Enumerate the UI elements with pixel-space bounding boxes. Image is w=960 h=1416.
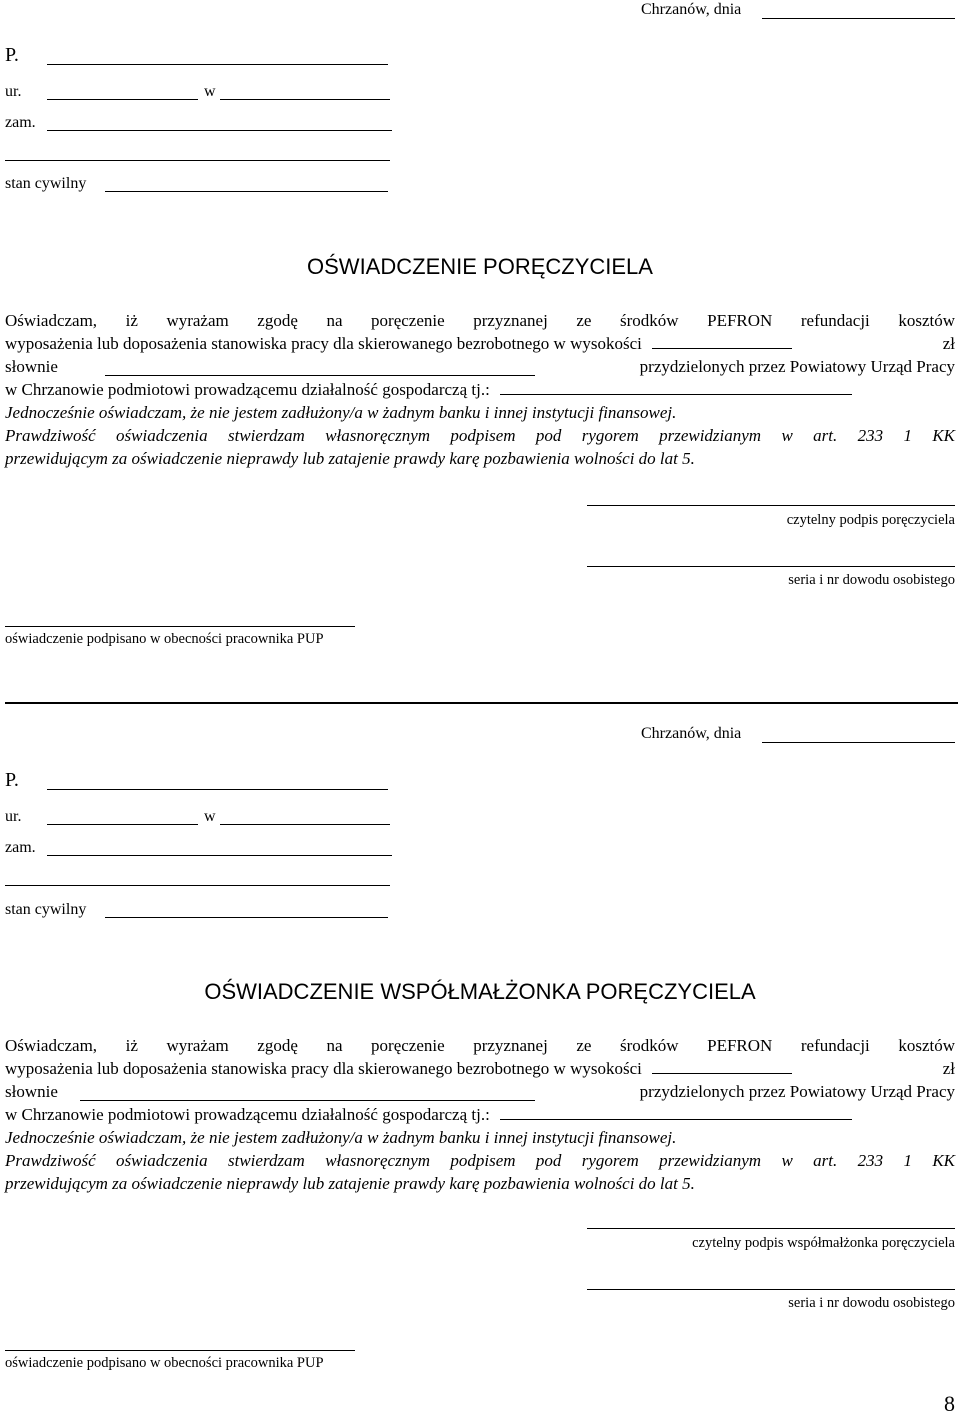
form2-line4-text: w Chrzanowie podmiotowi prowadzącemu działalność gospodarczą tj.: (5, 1105, 490, 1124)
born-label-2: ur. (5, 808, 22, 825)
born-place-line-2[interactable] (220, 824, 390, 825)
signature-label: czytelny podpis poręczyciela (786, 512, 955, 528)
form2-line2 (5, 1057, 955, 1080)
form1-line5: Jednocześnie oświadczam, że nie jestem zadłużony/a w żadnym banku i innej instytucji finansowej. (5, 403, 677, 422)
address-line-2a[interactable] (47, 855, 392, 856)
form2-line3 (5, 1080, 955, 1103)
address-line-2b[interactable] (5, 885, 390, 886)
form1-line2 (5, 332, 955, 355)
currency-label-2: zł (942, 1059, 955, 1078)
id-line[interactable] (587, 566, 955, 567)
civil-status-label-2: stan cywilny (5, 901, 87, 918)
id-label-2: seria i nr dowodu osobistego (788, 1295, 955, 1311)
born-date-line-2[interactable] (47, 824, 198, 825)
signature-line[interactable] (587, 505, 955, 506)
currency-label: zł (942, 334, 955, 353)
form1-line3 (5, 355, 955, 378)
witness-line[interactable] (5, 626, 355, 627)
form1-line3-text: przydzielonych przez Powiatowy Urząd Pracy (639, 357, 955, 376)
form1-line6: Prawdziwość oświadczenia stwierdzam własnoręcznym podpisem pod rygorem przewidzianym w art. 233 1 KK (5, 426, 955, 445)
amount-field[interactable] (652, 334, 792, 349)
civil-status-line[interactable] (105, 191, 388, 192)
amount-words-field-2[interactable] (80, 1086, 535, 1101)
business-field-2[interactable] (500, 1105, 852, 1120)
place-date-label: Chrzanów, dnia (641, 1, 742, 18)
form2-body (5, 1034, 955, 1195)
place-date-label-2: Chrzanów, dnia (641, 725, 742, 742)
business-field[interactable] (500, 380, 852, 395)
address-label-2: zam. (5, 839, 36, 856)
section-divider (5, 702, 958, 704)
born-label: ur. (5, 83, 22, 100)
name-line[interactable] (47, 64, 388, 65)
in-words-label: słownie (5, 357, 58, 376)
address-label: zam. (5, 114, 36, 131)
form1-title: OŚWIADCZENIE PORĘCZYCIELA (307, 254, 653, 279)
born-in-label-2: w (204, 808, 216, 825)
witness-label-2: oświadczenie podpisano w obecności pracownika PUP (5, 1355, 324, 1371)
civil-status-label: stan cywilny (5, 175, 87, 192)
civil-status-line-2[interactable] (105, 917, 388, 918)
form2-line7: przewidującym za oświadczenie nieprawdy lub zatajenie prawdy karę pozbawienia wolności do lat 5. (5, 1174, 695, 1193)
form1-body (5, 309, 955, 470)
p-label-2: P. (5, 769, 19, 791)
id-label: seria i nr dowodu osobistego (788, 572, 955, 588)
form1-line7: przewidującym za oświadczenie nieprawdy lub zatajenie prawdy karę pozbawienia wolności do lat 5. (5, 449, 695, 468)
signature-label-2: czytelny podpis współmałżonka poręczyciela (692, 1235, 955, 1251)
form2-line2-text: wyposażenia lub doposażenia stanowiska pracy dla skierowanego bezrobotnego w wysokości (5, 1059, 642, 1078)
form2-title: OŚWIADCZENIE WSPÓŁMAŁŻONKA PORĘCZYCIELA (204, 979, 756, 1004)
form2-line6: Prawdziwość oświadczenia stwierdzam własnoręcznym podpisem pod rygorem przewidzianym w art. 233 1 KK (5, 1151, 955, 1170)
amount-field-2[interactable] (652, 1059, 792, 1074)
p-label: P. (5, 44, 19, 66)
address-line-2[interactable] (5, 160, 390, 161)
amount-words-field[interactable] (105, 361, 535, 376)
form2-line1: Oświadczam, iż wyrażam zgodę na poręczenie przyznanej ze środków PEFRON refundacji kosztów (5, 1036, 955, 1055)
date-line-2[interactable] (762, 742, 955, 743)
form1-line2-text: wyposażenia lub doposażenia stanowiska pracy dla skierowanego bezrobotnego w wysokości (5, 334, 642, 353)
form2-line4 (5, 1103, 955, 1126)
form2-line5: Jednocześnie oświadczam, że nie jestem zadłużony/a w żadnym banku i innej instytucji finansowej. (5, 1128, 677, 1147)
form1-line1: Oświadczam, iż wyrażam zgodę na poręczenie przyznanej ze środków PEFRON refundacji kosztów (5, 311, 955, 330)
form1-line4 (5, 378, 955, 401)
date-line[interactable] (762, 18, 955, 19)
signature-line-2[interactable] (587, 1228, 955, 1229)
witness-label: oświadczenie podpisano w obecności pracownika PUP (5, 631, 324, 647)
in-words-label-2: słownie (5, 1082, 58, 1101)
address-line[interactable] (47, 130, 392, 131)
name-line-2[interactable] (47, 789, 388, 790)
born-date-line[interactable] (47, 99, 198, 100)
witness-line-2[interactable] (5, 1350, 355, 1351)
page-number: 8 (944, 1391, 955, 1416)
id-line-2[interactable] (587, 1289, 955, 1290)
born-in-label: w (204, 83, 216, 100)
form2-line3-text: przydzielonych przez Powiatowy Urząd Pracy (639, 1082, 955, 1101)
born-place-line[interactable] (220, 99, 390, 100)
form1-line4-text: w Chrzanowie podmiotowi prowadzącemu działalność gospodarczą tj.: (5, 380, 490, 399)
